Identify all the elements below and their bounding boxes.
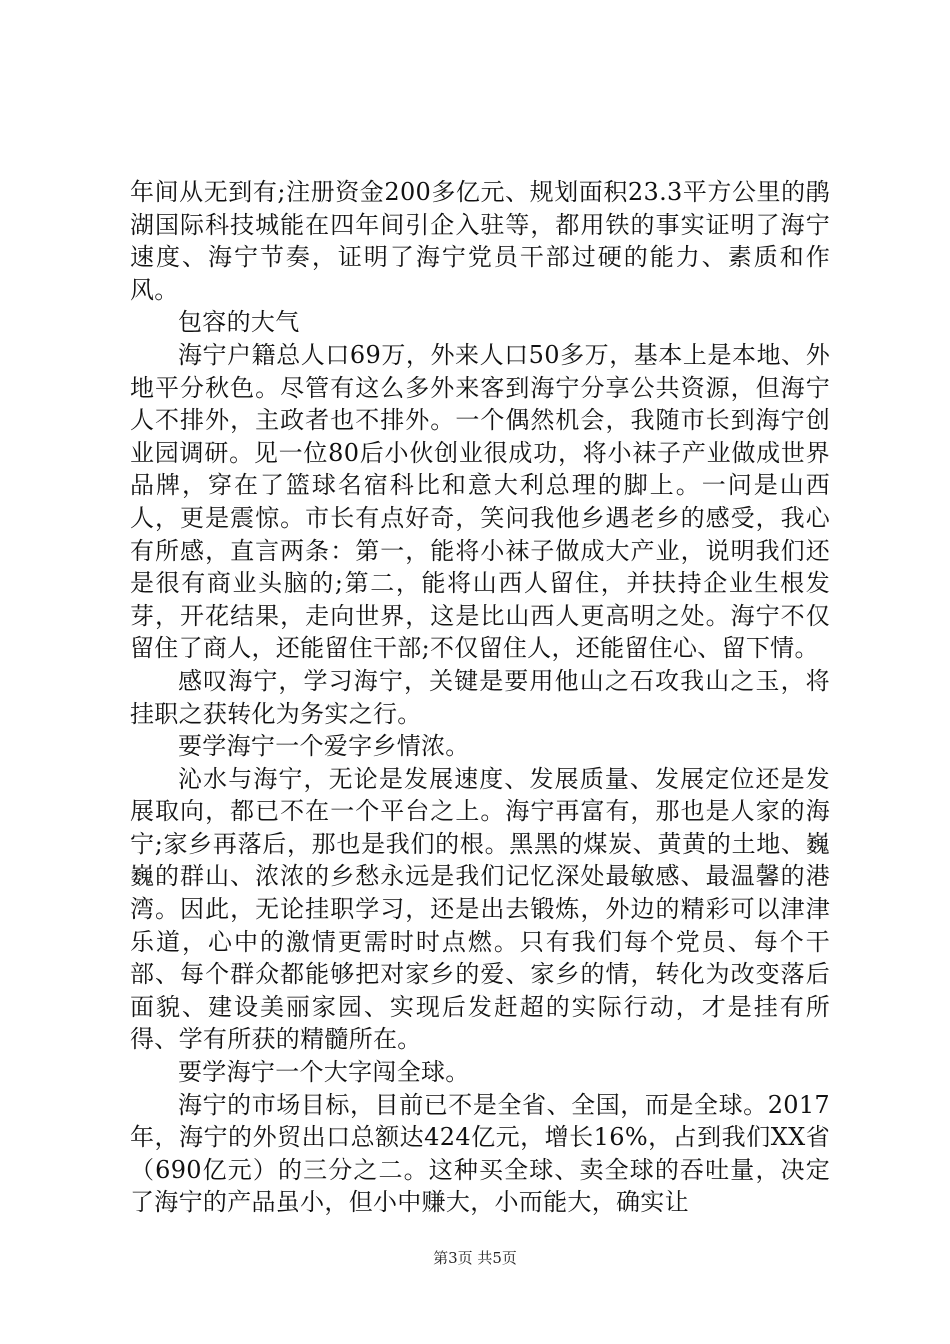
paragraph-population: 海宁户籍总人口69万，外来人口50多万，基本上是本地、外地平分秋色。尽管有这么多外来客到海宁分享公共资源，但海宁人不排外，主政者也不排外。一个偶然机会，我随市长到海宁创业园调研。见一位80后小伙创业很成功，将小袜子产业做成世界品牌，穿在了篮球名宿科比和意大利总理的脚上。一问是山西人，更是震惊。市长有点好奇，笑问我他乡遇老乡的感受，我心有所感，直言两条：第一，能将小袜子做成大产业，说明我们还是很有商业头脑的;第二，能将山西人留住，并扶持企业生根发芽，开花结果，走向世界，这是比山西人更高明之处。海宁不仅留住了商人，还能留住干部;不仅留住人，还能留住心、留下情。 (130, 340, 830, 663)
paragraph-learn-haining: 感叹海宁，学习海宁，关键是要用他山之石攻我山之玉，将挂职之获转化为务实之行。 (130, 666, 830, 728)
section-heading-inclusive: 包容的大气 (178, 308, 300, 337)
paragraph-qinshui: 沁水与海宁，无论是发展速度、发展质量、发展定位还是发展取向，都已不在一个平台之上。海宁再富有，那也是人家的海宁;家乡再落后，那也是我们的根。黑黑的煤炭、黄黄的土地、巍巍的群山、浓浓的乡愁永远是我们记忆深处最敏感、最温馨的港湾。因此，无论挂职学习，还是出去锻炼，外边的精彩可以津津乐道，心中的激情更需时时点燃。只有我们每个党员、每个干部、每个群众都能够把对家乡的爱、家乡的情，转化为改变落后面貌、建设美丽家园、实现后发赶超的实际行动，才是挂有所得、学有所获的精髓所在。 (130, 764, 830, 1054)
section-heading-global: 要学海宁一个大字闯全球。 (178, 1058, 470, 1087)
paragraph-continuation: 年间从无到有;注册资金200多亿元、规划面积23.3平方公里的鹃湖国际科技城能在四年间引企入驻等，都用铁的事实证明了海宁速度、海宁节奏，证明了海宁党员干部过硬的能力、素质和作风。 (130, 178, 830, 304)
section-heading-love: 要学海宁一个爱字乡情浓。 (178, 732, 470, 761)
page-footer: 第3页 共5页 (433, 1249, 517, 1267)
paragraph-market: 海宁的市场目标，目前已不是全省、全国，而是全球。2017年，海宁的外贸出口总额达424亿元，增长16%，占到我们XX省（690亿元）的三分之二。这种买全球、卖全球的吞吐量，决定了海宁的产品虽小，但小中赚大，小而能大，确实让 (130, 1090, 830, 1217)
document-body (130, 176, 830, 1219)
